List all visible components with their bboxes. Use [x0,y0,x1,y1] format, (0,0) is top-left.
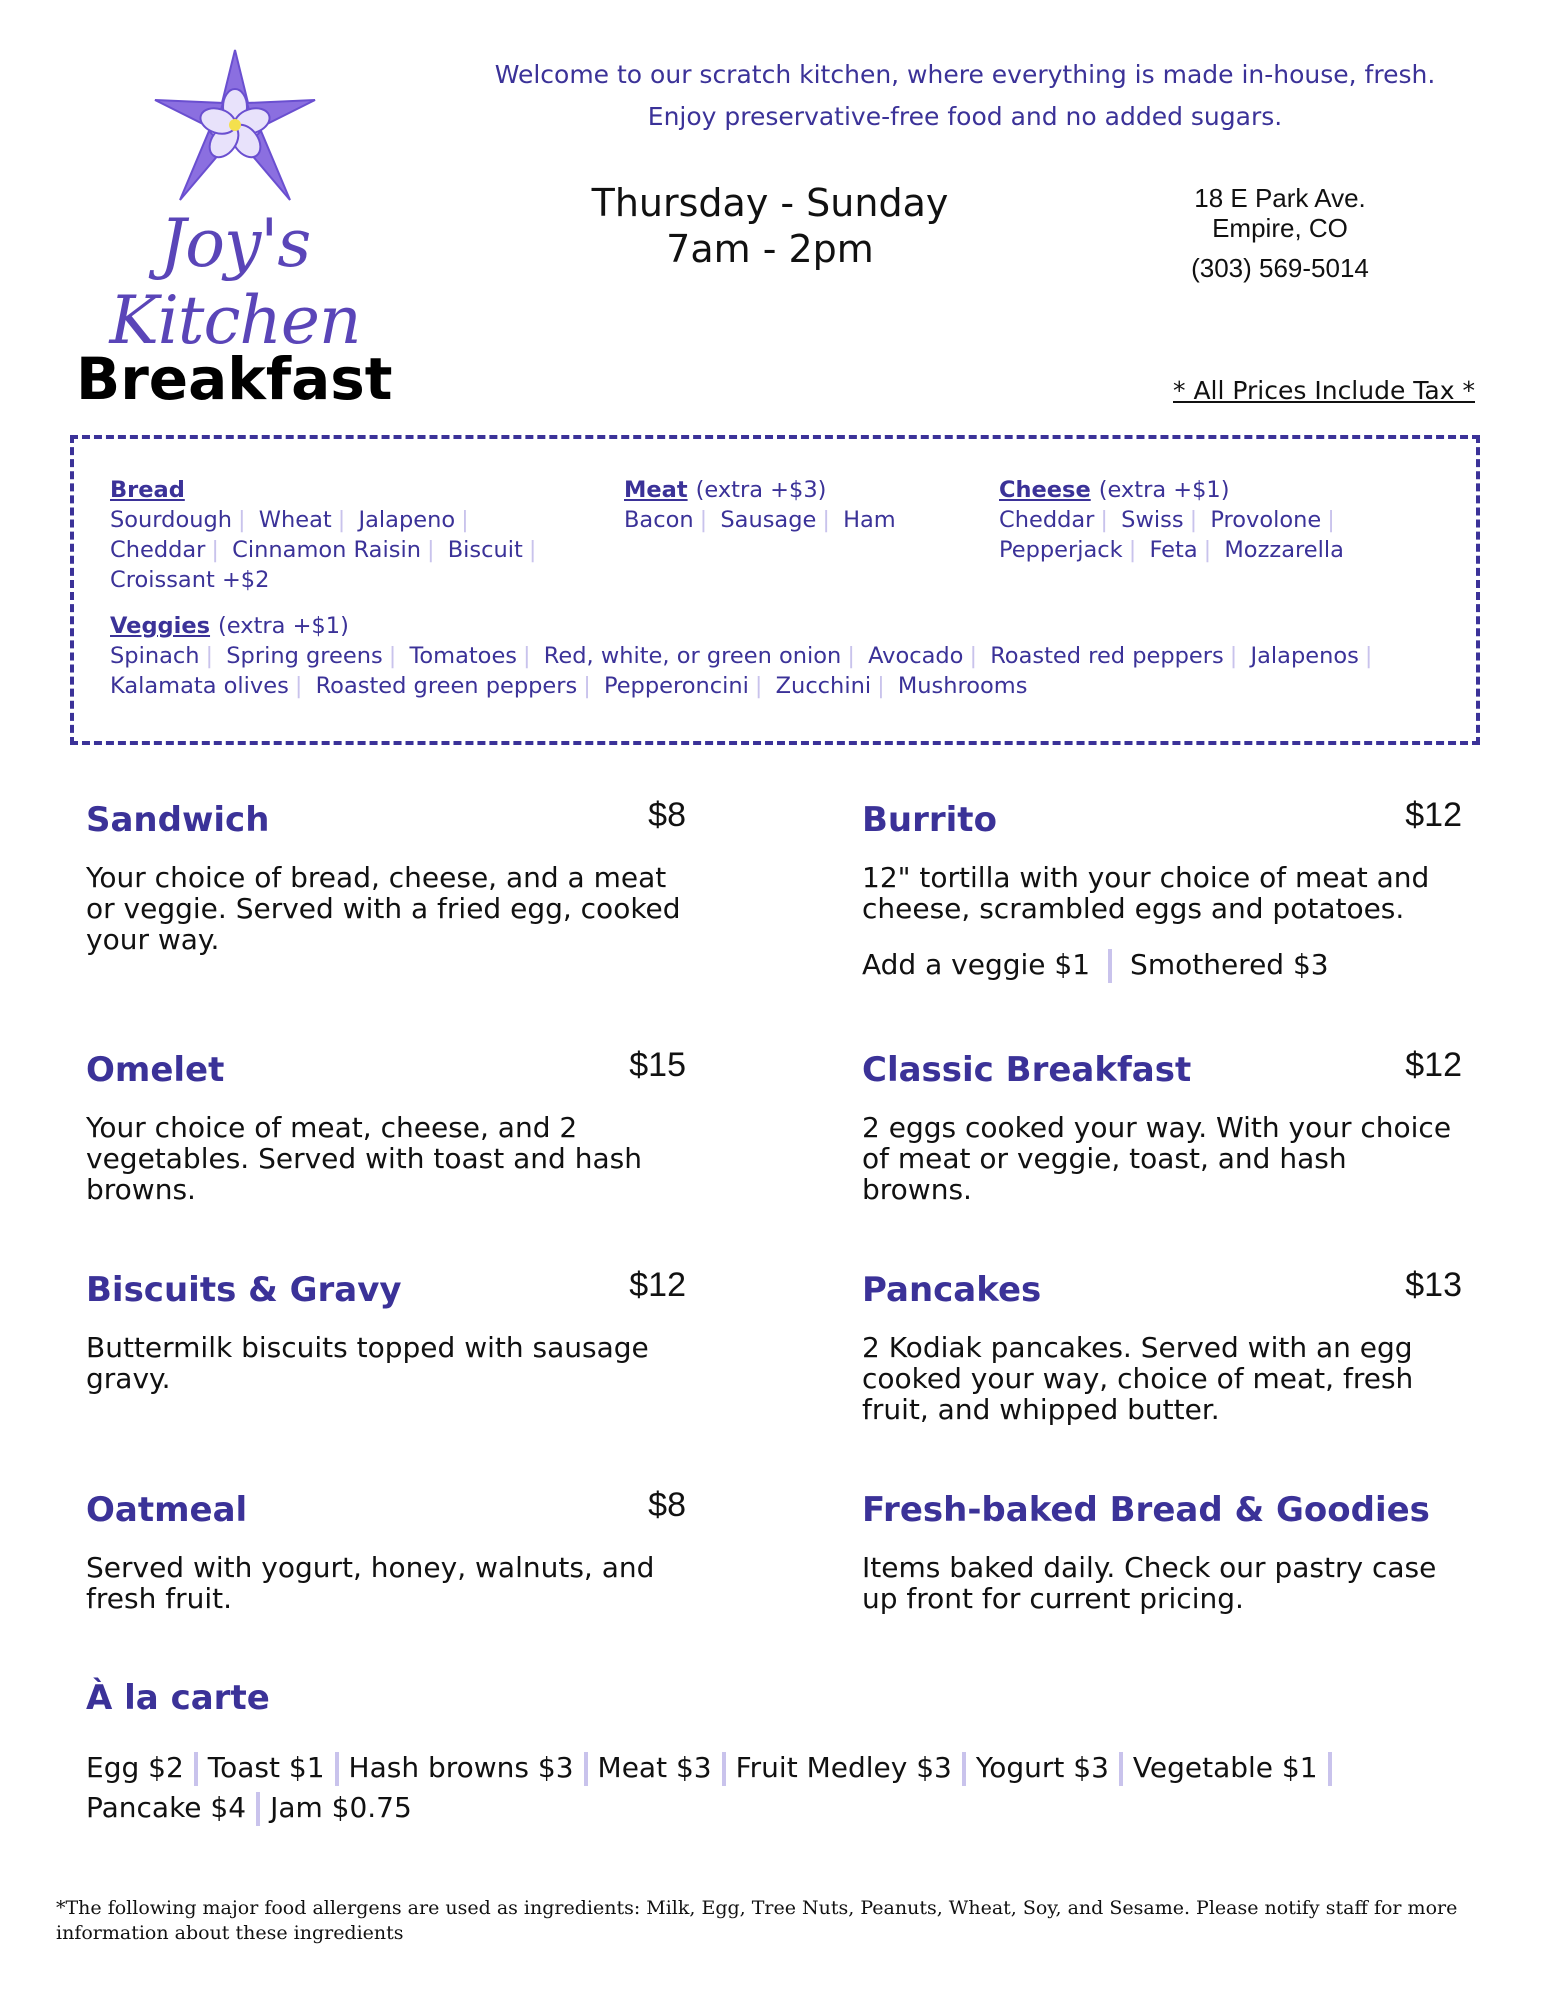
address-block [1150,183,1410,283]
veggie-options [110,611,1460,701]
add-on-smothered: Smothered $3 [1130,948,1329,981]
item-description: Items baked daily. Check our pastry case up front for current pricing. [862,1551,1437,1615]
separator: | [1229,643,1238,669]
option-item: Spinach [110,643,200,669]
option-item: Spring greens [226,643,383,669]
alacarte-item: Pancake $4 [86,1791,247,1824]
bread-options [110,475,580,595]
menu-item-pancakes [862,1266,1462,1426]
item-description: Your choice of meat, cheese, and 2 vegetables. Served with toast and hash browns. [86,1111,642,1206]
separator: | [1203,537,1212,563]
option-item: Wheat [258,507,332,533]
days-open: Thursday - Sunday [591,181,949,225]
separator: | [211,537,220,563]
bread-heading: Bread [110,477,185,503]
veggies-heading: Veggies [110,613,211,639]
menu-item-fresh-baked-goods [862,1490,1462,1614]
item-price: $12 [629,1266,686,1304]
item-description: Served with yogurt, honey, walnuts, and fresh fruit. [86,1551,655,1615]
cheese-heading: Cheese [999,477,1091,503]
tax-note: * All Prices Include Tax * [1173,376,1475,405]
separator: | [1100,507,1109,533]
option-item: Cheddar [999,507,1095,533]
alacarte-item: Hash browns $3 [348,1751,574,1784]
alacarte-item: Meat $3 [597,1751,712,1784]
separator: | [754,673,763,699]
option-item: Kalamata olives [110,673,289,699]
cheese-options [999,475,1429,565]
separator [584,1752,588,1786]
separator: | [426,537,435,563]
separator [256,1792,260,1826]
separator: | [388,643,397,669]
item-name: Burrito [862,800,997,840]
option-item: Croissant +$2 [110,567,270,593]
meat-options [624,475,954,535]
item-description: 2 Kodiak pancakes. Served with an egg cooked your way, choice of meat, fresh fruit, and whipped butter. [862,1331,1414,1426]
veggies-extra-price: (extra +$1) [218,613,349,639]
menu-item-oatmeal [86,1486,686,1615]
option-item: Mozzarella [1224,537,1344,563]
option-item: Cheddar [110,537,206,563]
option-item: Red, white, or green onion [543,643,842,669]
separator: | [461,507,469,533]
item-name: Sandwich [86,800,270,840]
option-item: Pepperjack [999,537,1123,563]
separator: | [877,673,885,699]
separator: | [294,673,303,699]
option-item: Tomatoes [409,643,518,669]
option-item: Jalapeno [358,507,456,533]
address-line-2: Empire, CO [1212,213,1348,243]
item-price: $12 [1405,796,1462,834]
item-price: $15 [629,1046,686,1084]
separator [194,1752,198,1786]
separator [962,1752,966,1786]
option-item: Feta [1149,537,1198,563]
item-price: $13 [1405,1266,1462,1304]
veggies-list [110,641,1460,701]
option-item: Mushrooms [897,673,1028,699]
option-item: Bacon [624,507,694,533]
separator: | [1327,507,1335,533]
separator: | [699,507,708,533]
separator: | [1189,507,1198,533]
separator: | [528,537,537,563]
address-line-1: 18 E Park Ave. [1194,183,1366,213]
option-item: Jalapenos [1250,643,1359,669]
options-box [70,435,1480,745]
separator: | [523,643,531,669]
item-name: Fresh-baked Bread & Goodies [862,1490,1430,1530]
option-item: Cinnamon Raisin [232,537,421,563]
separator: | [822,507,830,533]
option-item: Roasted red peppers [990,643,1224,669]
menu-item-omelet [86,1046,686,1206]
separator: | [238,507,246,533]
separator [1328,1752,1332,1786]
item-name: Pancakes [862,1270,1042,1310]
hours-open: 7am - 2pm [666,227,874,271]
menu-item-classic-breakfast [862,1046,1462,1206]
welcome-message [450,54,1480,138]
alacarte-item: Toast $1 [207,1751,325,1784]
alacarte-list [86,1748,1416,1828]
separator [1108,949,1112,983]
meat-list [624,505,954,535]
alacarte-heading: À la carte [86,1678,270,1718]
item-price: $8 [648,1486,686,1524]
separator [722,1752,726,1786]
alacarte-item: Yogurt $3 [975,1751,1109,1784]
phone-number: (303) 569-5014 [1191,253,1369,283]
welcome-line-2: Enjoy preservative-free food and no added sugars. [647,102,1283,131]
item-add-ons [862,948,1462,983]
meat-extra-price: (extra +$3) [695,477,827,503]
flower-icon [145,45,325,205]
separator: | [1128,537,1137,563]
opening-hours [560,180,980,272]
option-item: Sausage [720,507,817,533]
alacarte-item: Jam $0.75 [270,1791,412,1824]
option-item: Provolone [1210,507,1322,533]
item-name: Classic Breakfast [862,1050,1192,1090]
bread-list [110,505,580,595]
menu-item-biscuits-gravy [86,1266,686,1395]
logo [60,45,410,359]
alacarte-item: Egg $2 [86,1751,184,1784]
option-item: Pepperoncini [603,673,749,699]
item-name: Omelet [86,1050,225,1090]
option-item: Ham [843,507,896,533]
separator: | [847,643,855,669]
allergen-notice: *The following major food allergens are used as ingredients: Milk, Egg, Tree Nuts, Peanuts, Wheat, Soy, and Sesame. Please notify staff for more information about these ingredients [56,1897,1458,1944]
item-description: 12" tortilla with your choice of meat and cheese, scrambled eggs and potatoes. [862,861,1430,925]
separator: | [969,643,978,669]
item-name: Biscuits & Gravy [86,1270,402,1310]
separator [1119,1752,1123,1786]
separator: | [205,643,214,669]
cheese-list [999,505,1429,565]
item-price: $8 [648,796,686,834]
cheese-extra-price: (extra +$1) [1098,477,1230,503]
option-item: Roasted green peppers [315,673,578,699]
page-title: Breakfast [76,345,393,413]
alacarte-item: Fruit Medley $3 [735,1751,952,1784]
separator [335,1752,339,1786]
alacarte-item: Vegetable $1 [1132,1751,1318,1784]
option-item: Zucchini [775,673,872,699]
separator: | [337,507,346,533]
logo-text: Joy's Kitchen [109,205,361,359]
welcome-line-1: Welcome to our scratch kitchen, where everything is made in-house, fresh. [494,60,1436,89]
menu-item-burrito [862,796,1462,983]
item-description: 2 eggs cooked your way. With your choice of meat or veggie, toast, and hash browns. [862,1111,1452,1206]
option-item: Biscuit [447,537,523,563]
option-item: Swiss [1121,507,1184,533]
option-item: Avocado [868,643,964,669]
menu-item-sandwich [86,796,686,956]
item-name: Oatmeal [86,1490,248,1530]
item-price: $12 [1405,1046,1462,1084]
separator: | [1364,643,1373,669]
item-description: Buttermilk biscuits topped with sausage gravy. [86,1331,649,1395]
separator: | [583,673,591,699]
option-item: Sourdough [110,507,233,533]
add-on-veggie: Add a veggie $1 [862,948,1091,981]
item-description: Your choice of bread, cheese, and a meat or veggie. Served with a fried egg, cooked your way. [86,861,681,956]
meat-heading: Meat [624,477,688,503]
